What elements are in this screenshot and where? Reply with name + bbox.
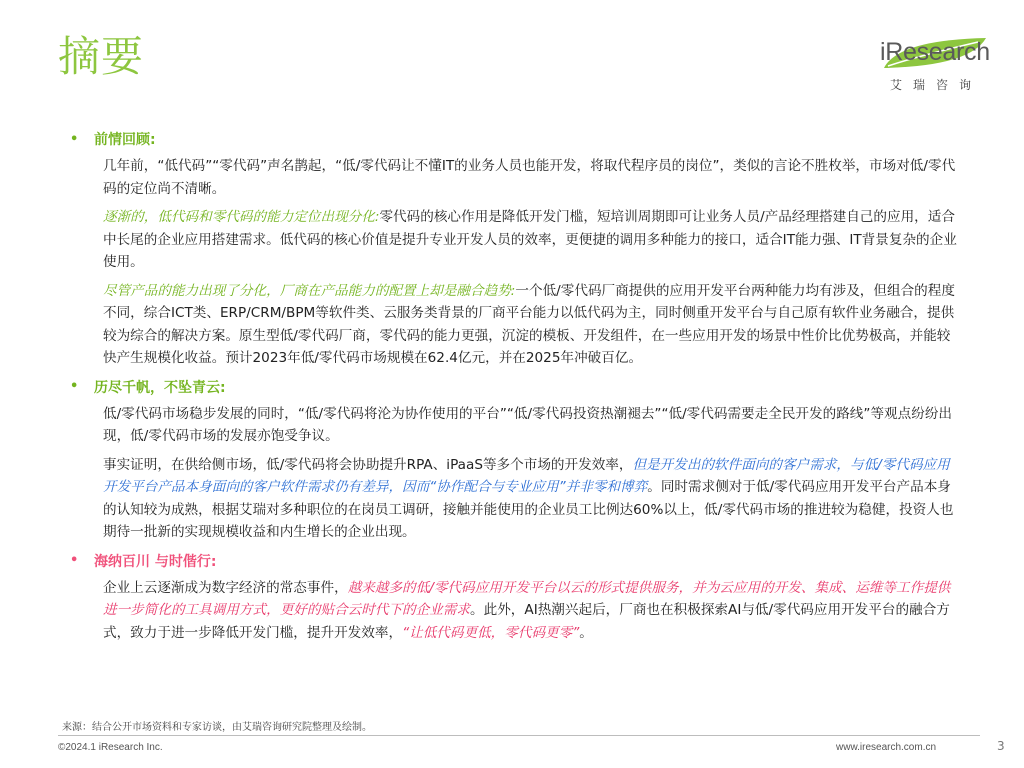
paragraph-text: 。 [579, 624, 593, 641]
logo-wordmark: iResearch [880, 38, 990, 66]
paragraph-text: 一个低/零代码厂商提供的应用开发平台两种能力均有涉及，但组合的程度不同，综合ICT类、ERP/CRM/BPM等软件类、云服务类背景的厂商平台能力以低代码为主，同时侧重开发平台与自己原有软件业务融合，提供较为综合的解决方案。原生型低/零代码厂商，零代码的能力更强，沉淀的模板、开发组件，在一些应用开发的场景中性价比优势极高，并能较快产生规模化收益。预计2023年低/零代码市场规模在62.4亿元，并在2025年冲破百亿。 [103, 282, 955, 366]
paragraph-lead: 尽管产品的能力出现了分化，厂商在产品能力的配置上却是融合趋势: [103, 282, 516, 299]
paragraph-highlight: 但是开发出的软件面向的客户需求，与低/零代码应用开发平台产品本身面向的客户软件需求仍有差异，因而“协作配合与专业应用”并非零和博弈 [103, 456, 950, 495]
paragraph-text: 企业上云逐渐成为数字经济的常态事件， [103, 579, 348, 596]
paragraph-lead: 逐渐的，低代码和零代码的能力定位出现分化: [103, 209, 380, 225]
paragraph [103, 280, 961, 370]
section-controversy [70, 376, 970, 544]
paragraph [103, 155, 961, 200]
paragraph-highlight: 越来越多的低/零代码应用开发平台以云的形式提供服务，并为云应用的开发、集成、运维等工作提供进一步简化的工具调用方式，更好的贴合云时代下的企业需求 [103, 579, 951, 618]
section-heading-text: 前情回顾: [94, 132, 156, 148]
paragraph-text: 。同时需求侧对于低/零代码应用开发平台产品本身的认知较为成熟，根据艾瑞对多种职位的在岗员工调研，接触并能使用的企业员工比例达60%以上，低/零代码市场的推进较为稳健，投资人也期待一批新的实现规模收益和内生增长的企业出现。 [103, 479, 954, 540]
paragraph-text: 。此外，AI热潮兴起后，厂商也在积极探索AI与低/零代码应用开发平台的融合方式，致力于进一步降低开发门槛，提升开发效率， [103, 602, 950, 641]
section-recap [70, 128, 970, 370]
paragraph-text: 低/零代码市场稳步发展的同时，“低/零代码将沦为协作使用的平台”“低/零代码投资热潮褪去”“低/零代码需要走全民开发的路线”等观点纷纷出现，低/零代码市场的发展亦饱受争议。 [103, 405, 953, 444]
section-heading [70, 128, 970, 150]
iresearch-logo [872, 34, 990, 98]
paragraph [103, 577, 961, 645]
paragraph [103, 454, 961, 544]
paragraph [103, 206, 961, 274]
bullet-icon: • [70, 131, 79, 147]
copyright: ©2024.1 iResearch Inc. [58, 742, 163, 753]
paragraph [103, 403, 961, 448]
source-note: 来源：结合公开市场资料和专家访谈，由艾瑞咨询研究院整理及绘制。 [62, 722, 372, 733]
section-heading [70, 376, 970, 398]
page-number: 3 [997, 739, 1005, 753]
paragraph-text: 事实证明，在供给侧市场，低/零代码将会协助提升RPA、iPaaS等多个市场的开发效率， [103, 456, 633, 473]
bullet-icon: • [70, 553, 79, 568]
section-cloud-trend [70, 550, 970, 645]
paragraph-text: 几年前，“低代码”“零代码”声名鹊起，“低/零代码让不懂IT的业务人员也能开发，将取代程序员的岗位”，类似的言论不胜枚举，市场对低/零代码的定位尚不清晰。 [103, 158, 956, 197]
summary-content [70, 128, 970, 650]
page-title: 摘要 [58, 32, 145, 81]
paragraph-highlight: “让低代码更低，零代码更零” [402, 624, 580, 641]
section-heading-text: 历尽千帆，不坠青云: [94, 379, 226, 396]
paragraph-text: 零代码的核心作用是降低开发门槛，短培训周期即可让业务人员/产品经理搭建自己的应用，适合中长尾的企业应用搭建需求。低代码的核心价值是提升专业开发人员的效率，更便捷的调用多种能力的接口，适合IT能力强、IT背景复杂的企业使用。 [103, 209, 957, 270]
website-link[interactable]: www.iresearch.com.cn [836, 742, 937, 753]
bullet-icon: • [70, 379, 79, 394]
section-heading-text: 海纳百川 与时偕行: [94, 553, 217, 570]
section-heading [70, 550, 970, 572]
logo-subtitle: 艾瑞咨询 [890, 78, 983, 92]
footer-divider [58, 735, 980, 736]
